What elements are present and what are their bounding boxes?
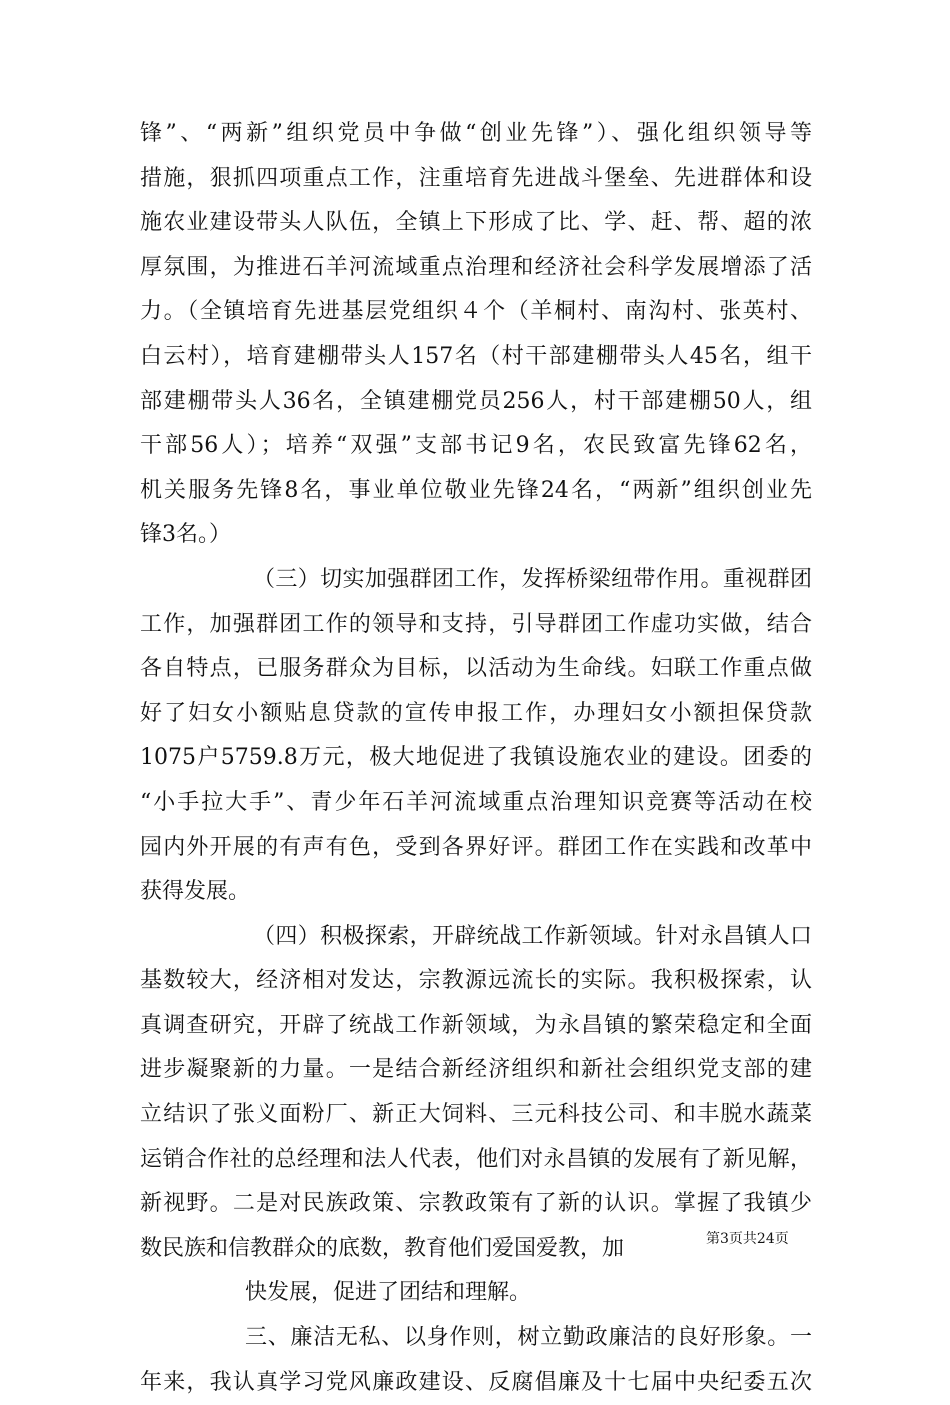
body-line: 立结识了张义面粉厂、新正大饲料、三元科技公司、和丰脱水蔬菜 <box>140 1102 812 1128</box>
body-line: 部建棚带头人36名，全镇建棚党员256人，村干部建棚50人，组 <box>140 388 812 414</box>
body-line: 获得发展。 <box>140 879 251 905</box>
section-heading-line: （三）切实加强群团工作，发挥桥梁纽带作用。重视群团 <box>253 566 812 592</box>
body-line: 厚氛围，为推进石羊河流域重点治理和经济社会科学发展增添了活 <box>140 254 812 280</box>
body-line: 锋3名。） <box>140 522 231 548</box>
body-line: 1075户5759.8万元，极大地促进了我镇设施农业的建设。团委的 <box>140 745 812 771</box>
body-line: 运销合作社的总经理和法人代表，他们对永昌镇的发展有了新见解， <box>140 1146 812 1172</box>
section-heading-line: 三、廉洁无私、以身作则，树立勤政廉洁的良好形象。一 <box>245 1325 812 1351</box>
body-line: 机关服务先锋8名，事业单位敬业先锋24名，“两新”组织创业先 <box>140 477 812 503</box>
body-line: 施农业建设带头人队伍，全镇上下形成了比、学、赶、帮、超的浓 <box>140 210 812 236</box>
body-line: 真调查研究，开辟了统战工作新领域，为永昌镇的繁荣稳定和全面 <box>140 1012 812 1038</box>
body-line: 力。（全镇培育先进基层党组织４个（羊桐村、南沟村、张英村、 <box>140 299 812 325</box>
body-line: “小手拉大手”、青少年石羊河流域重点治理知识竞赛等活动在校 <box>140 789 812 815</box>
body-line: 基数较大，经济相对发达，宗教源远流长的实际。我积极探索，认 <box>140 968 812 994</box>
body-line: 干部56人）；培养“双强”支部书记9名，农民致富先锋62名， <box>140 433 812 459</box>
body-line: 新视野。二是对民族政策、宗教政策有了新的认识。掌握了我镇少 <box>140 1191 812 1217</box>
page-number: 第3页共24页 <box>706 1231 789 1247</box>
body-line: 措施，狠抓四项重点工作，注重培育先进战斗堡垒、先进群体和设 <box>140 165 812 191</box>
body-line: 白云村），培育建棚带头人157名（村干部建棚带头人45名，组干 <box>140 343 812 369</box>
body-line: 好了妇女小额贴息贷款的宣传申报工作，办理妇女小额担保贷款 <box>140 700 812 726</box>
section-heading-line: （四）积极探索，开辟统战工作新领域。针对永昌镇人口 <box>253 923 812 949</box>
body-line: 数民族和信教群众的底数，教育他们爱国爱教，加 <box>140 1235 625 1261</box>
body-line: 园内外开展的有声有色，受到各界好评。群团工作在实践和改革中 <box>140 834 812 860</box>
body-line: 进步凝聚新的力量。一是结合新经济组织和新社会组织党支部的建 <box>140 1057 812 1083</box>
document-body <box>140 112 812 1405</box>
body-line: 锋”、“两新”组织党员中争做“创业先锋”）、强化组织领导等 <box>140 121 812 146</box>
body-line: 快发展，促进了团结和理解。 <box>245 1280 532 1306</box>
body-line: 年来，我认真学习党风廉政建设、反腐倡廉及十七届中央纪委五次 <box>140 1369 812 1395</box>
body-line: 各自特点，已服务群众为目标，以活动为生命线。妇联工作重点做 <box>140 656 812 682</box>
body-line: 工作，加强群团工作的领导和支持，引导群团工作虚功实做，结合 <box>140 611 812 637</box>
